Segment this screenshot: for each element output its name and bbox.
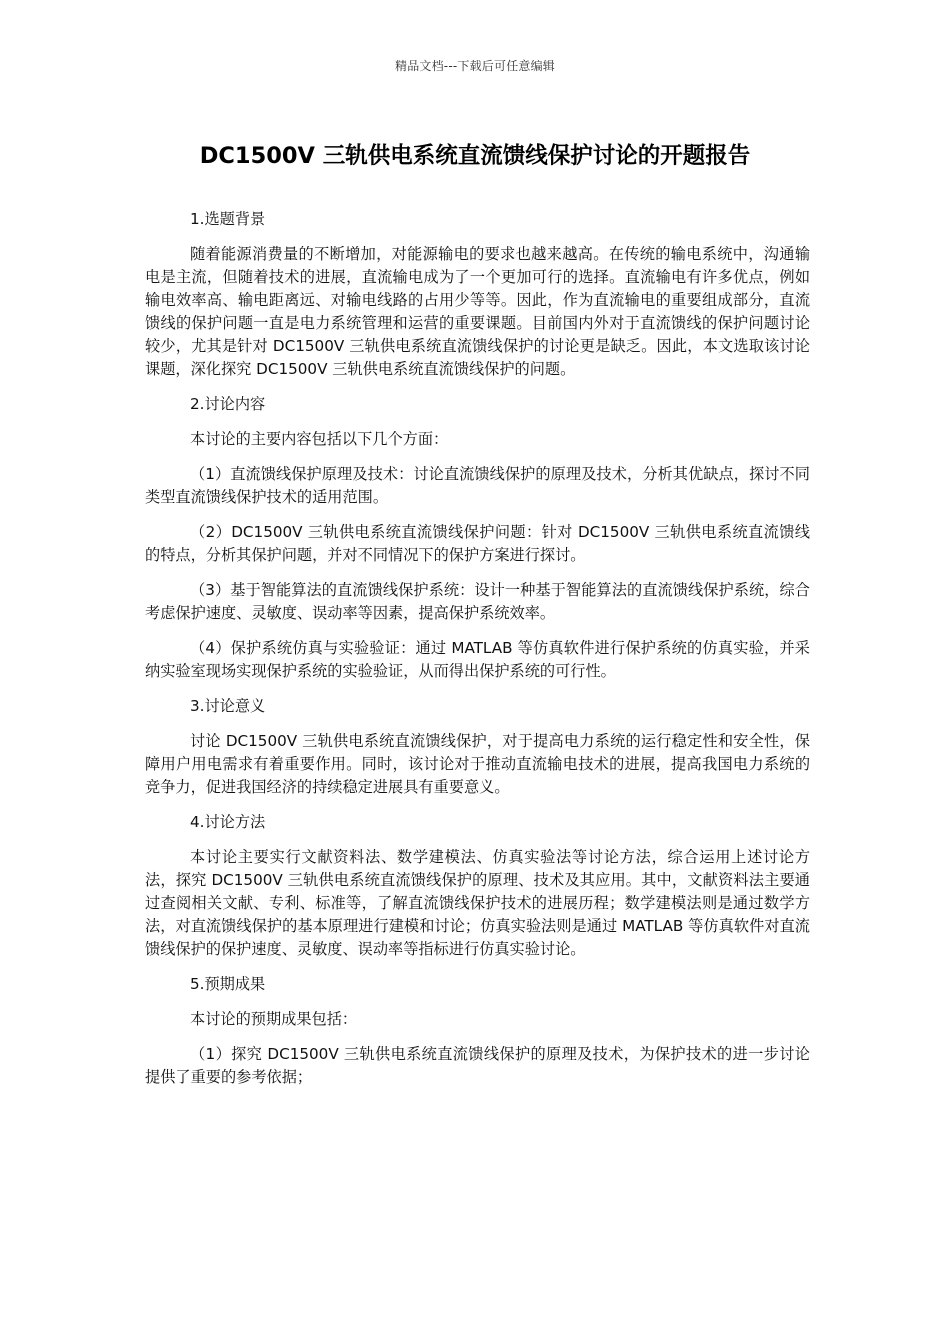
section-heading-outcomes: 5.预期成果 [190,975,266,993]
method-paragraph: 本讨论主要实行文献资料法、数学建模法、仿真实验法等讨论方法，综合运用上述讨论方法，探究 DC1500V 三轨供电系统直流馈线保护的原理、技术及其应用。其中，文献资料法主要通过查阅相关文献、专利、标准等，了解直流馈线保护技术的进展历程；数学建模法则是通过数学方法，对直流馈线保护的基本原理进行建模和讨论；仿真实验法则是通过 MATLAB 等仿真软件对直流馈线保护的保护速度、灵敏度、误动率等指标进行仿真实验讨论。 [145,848,810,958]
section-heading-content: 2.讨论内容 [190,395,266,413]
content-item-3: （3）基于智能算法的直流馈线保护系统：设计一种基于智能算法的直流馈线保护系统，综合考虑保护速度、灵敏度、误动率等因素，提高保护系统效率。 [145,581,810,622]
content-intro: 本讨论的主要内容包括以下几个方面： [190,430,449,448]
document-title: DC1500V 三轨供电系统直流馈线保护讨论的开题报告 [199,143,751,169]
content-item-4: （4）保护系统仿真与实验验证：通过 MATLAB 等仿真软件进行保护系统的仿真实验，并采纳实验室现场实现保护系统的实验验证，从而得出保护系统的可行性。 [145,639,810,680]
content-item-2: （2）DC1500V 三轨供电系统直流馈线保护问题：针对 DC1500V 三轨供电系统直流馈线的特点，分析其保护问题，并对不同情况下的保护方案进行探讨。 [145,523,810,564]
background-paragraph: 随着能源消费量的不断增加，对能源输电的要求也越来越高。在传统的输电系统中，沟通输电是主流，但随着技术的进展，直流输电成为了一个更加可行的选择。直流输电有许多优点，例如输电效率高、输电距离远、对输电线路的占用少等等。因此，作为直流输电的重要组成部分，直流馈线的保护问题一直是电力系统管理和运营的重要课题。目前国内外对于直流馈线的保护问题讨论较少，尤其是针对 DC1500V 三轨供电系统直流馈线保护的讨论更是缺乏。因此，本文选取该讨论课题，深化探究 DC1500V 三轨供电系统直流馈线保护的问题。 [145,245,810,378]
section-heading-background: 1.选题背景 [190,210,266,228]
content-item-1: （1）直流馈线保护原理及技术：讨论直流馈线保护的原理及技术，分析其优缺点，探讨不同类型直流馈线保护技术的适用范围。 [145,465,810,506]
section-heading-significance: 3.讨论意义 [190,697,266,715]
outcomes-item-1: （1）探究 DC1500V 三轨供电系统直流馈线保护的原理及技术，为保护技术的进一步讨论提供了重要的参考依据； [145,1045,810,1086]
outcomes-intro: 本讨论的预期成果包括： [190,1010,358,1028]
section-heading-method: 4.讨论方法 [190,813,266,831]
significance-paragraph: 讨论 DC1500V 三轨供电系统直流馈线保护，对于提高电力系统的运行稳定性和安全性，保障用户用电需求有着重要作用。同时，该讨论对于推动直流输电技术的进展，提高我国电力系统的竞争力，促进我国经济的持续稳定进展具有重要意义。 [145,732,810,796]
document-body [145,208,810,1101]
header-note: 精品文档---下载后可任意编辑 [395,59,555,73]
